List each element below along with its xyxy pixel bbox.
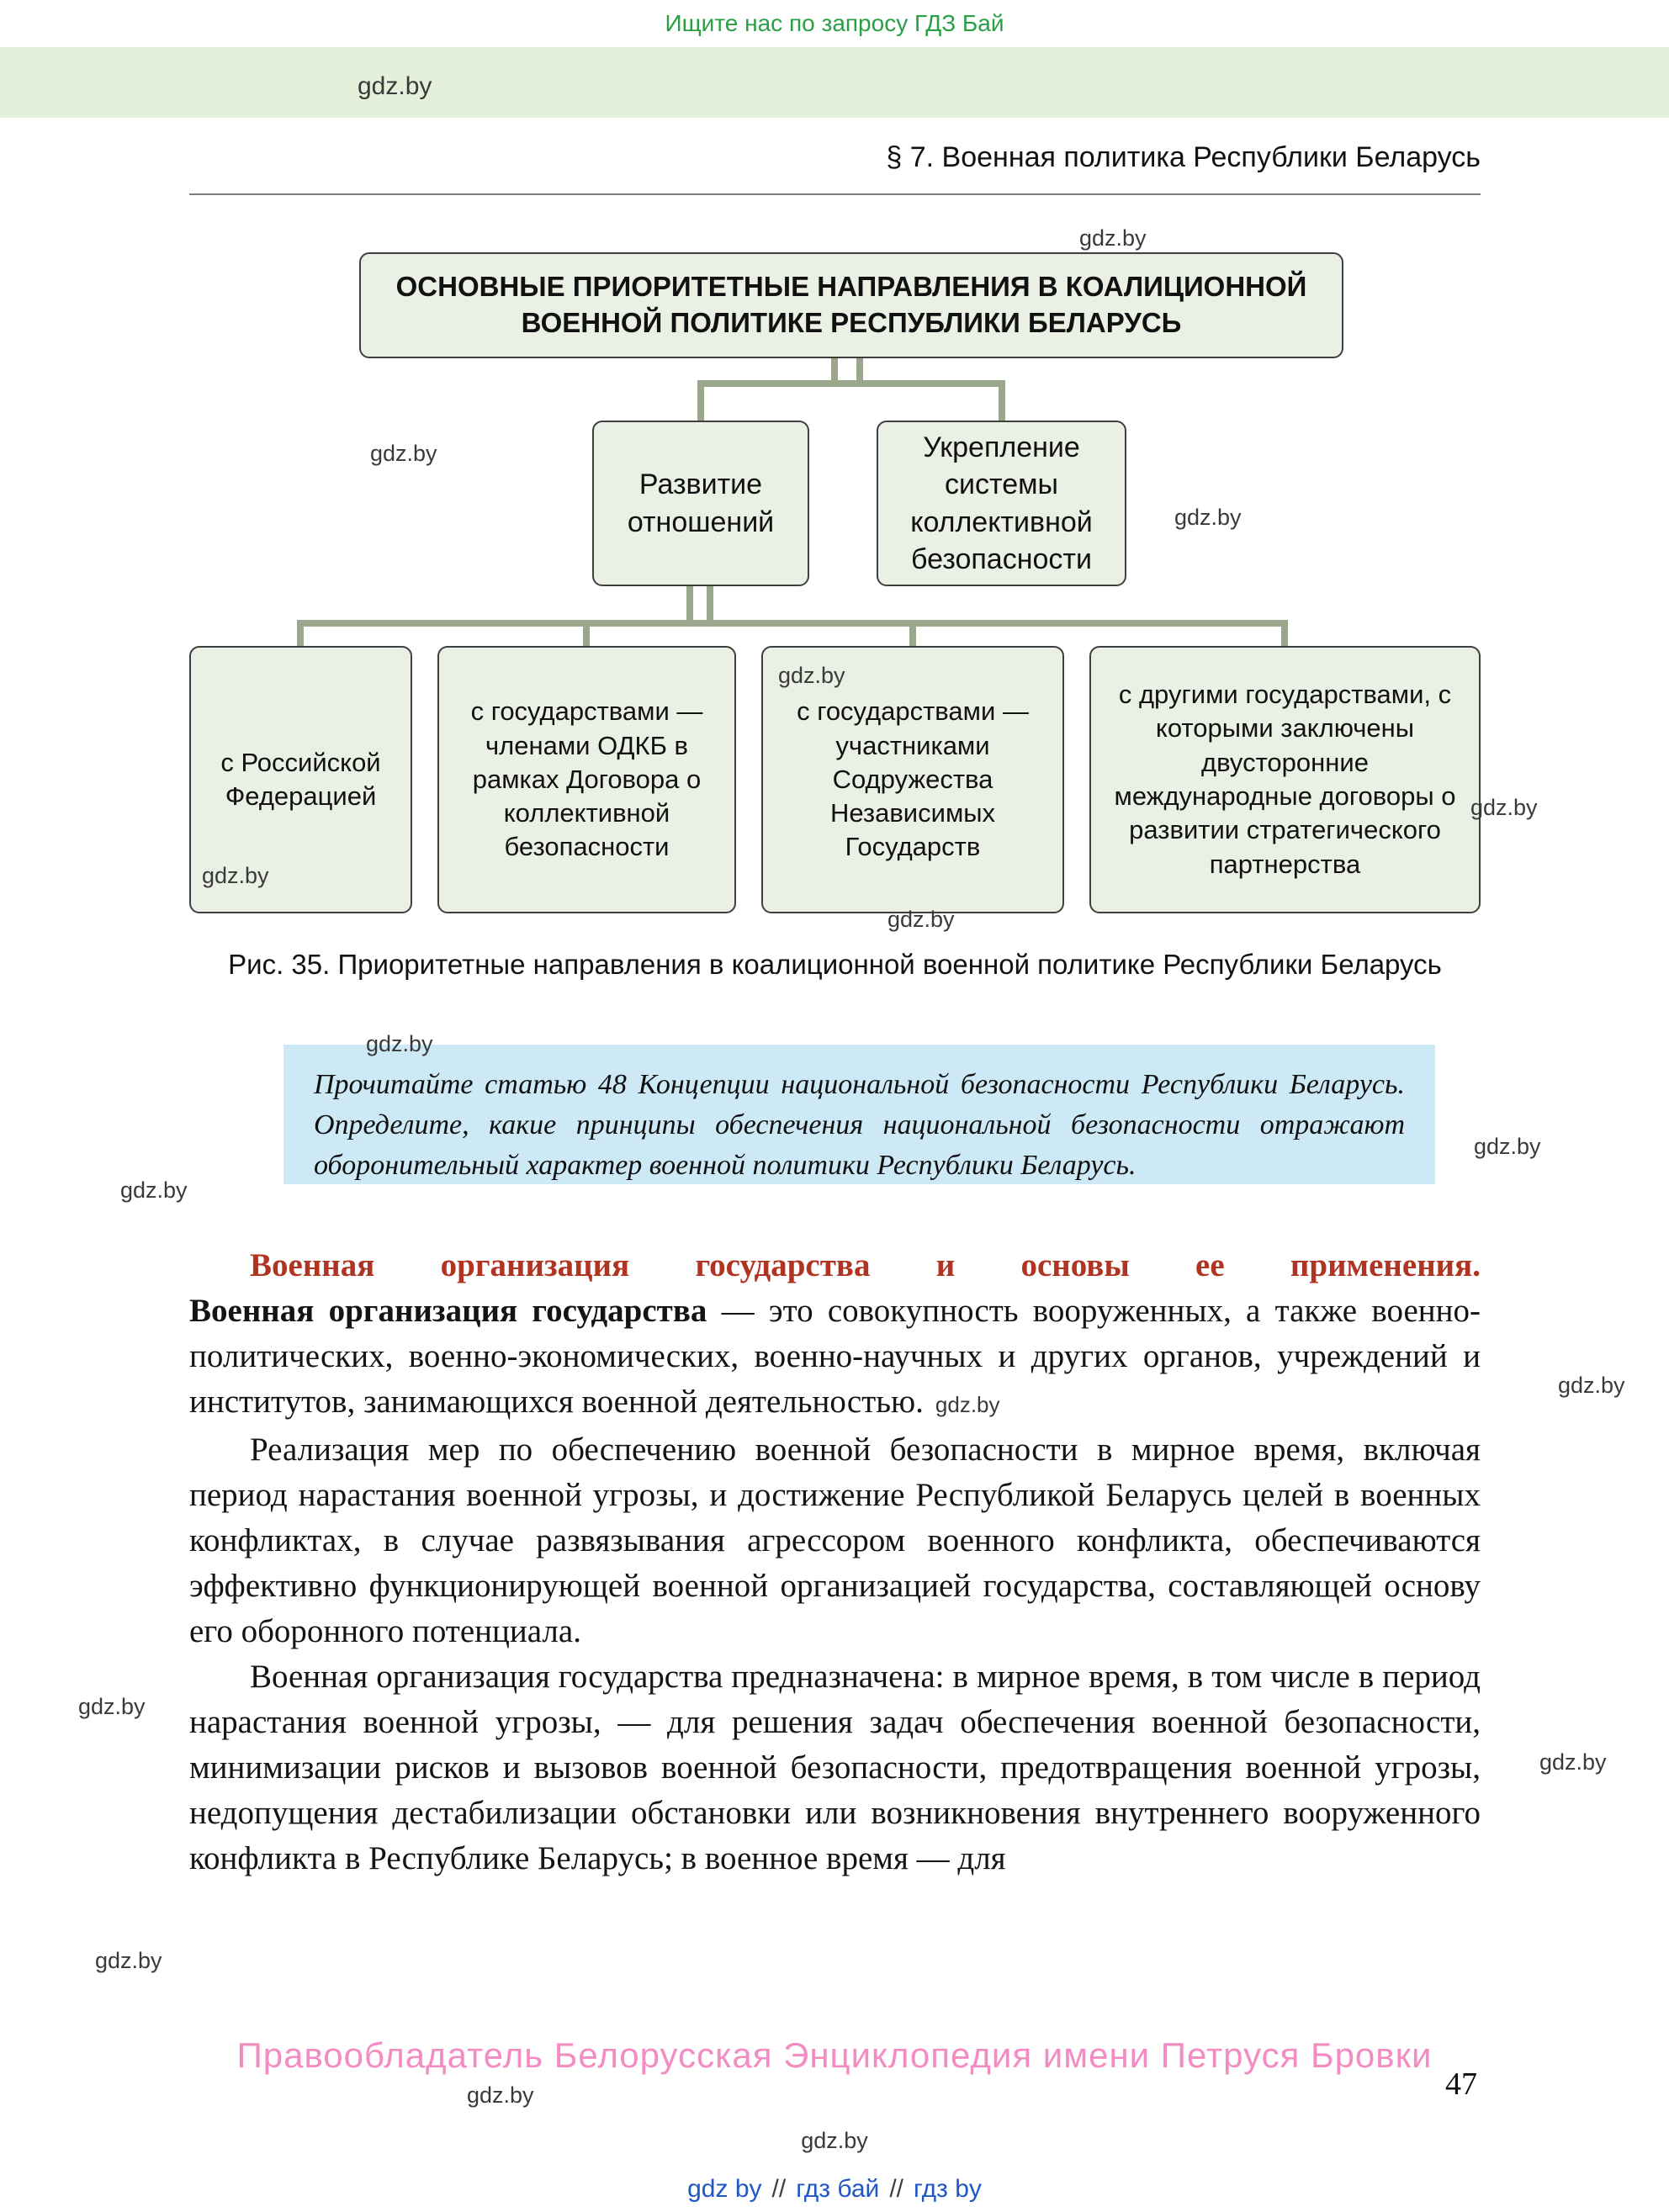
top-search-hint: Ищите нас по запросу ГДЗ Бай (665, 10, 1004, 36)
watermark-gdz: gdz.by (467, 2082, 534, 2108)
watermark-gdz: gdz.by (370, 441, 437, 466)
diagram-leaf-odkb-box: с государствами — членами ОДКБ в рамках Договора о коллективной безопасности (437, 646, 736, 913)
watermark-gdz: gdz.by (366, 1031, 433, 1056)
watermark-gdz: gdz.by (78, 1694, 146, 1719)
paragraph-2: Реализация мер по обеспечению военной безопасности в мирное время, включая период нарастания военной угрозы, и достижение Республикой Беларусь целей в военных конфликтах, в случае развязывания агрессором военного конфликта, обеспечиваются эффективно функционирующей военной организацией государства, составляющей основу его оборонного потенциала. (189, 1431, 1481, 1649)
connector-leaf1-drop (297, 622, 304, 646)
watermark-gdz: gdz.by (1558, 1373, 1625, 1398)
footer-link-gdz-by2[interactable]: гдз by (914, 2175, 982, 2203)
page-number: 47 (1445, 2066, 1477, 2102)
watermark-gdz: gdz.by (95, 1948, 162, 1973)
watermark-gdz: gdz.by (358, 72, 432, 100)
footer-separator: // (889, 2175, 903, 2203)
diagram-leaf-russia-box: с Российской Федерацией (189, 646, 412, 913)
task-text: Прочитайте статью 48 Концепции национальной безопасности Республики Беларусь. Определите, какие принципы обеспечения национальной безопасности отражают оборонительный характер военной политики Республики Беларусь. (314, 1069, 1405, 1181)
watermark-gdz: gdz.by (887, 907, 955, 932)
article-body (189, 1243, 1481, 1881)
paragraph-definition-rest: — это совокупность вооруженных, а также военно-политических, военно-экономических, военно-научных и других органов, учреждений и институтов, занимающихся военной деятельностью. (189, 1293, 1481, 1420)
term-bold: Военная организация государства (189, 1293, 707, 1329)
watermark-gdz: gdz.by (1079, 225, 1147, 251)
footer-links (0, 2175, 1669, 2204)
diagram-branch-development-box: Развитие отношений (592, 421, 809, 586)
connector-level2-horizontal (697, 380, 1005, 387)
task-box (283, 1045, 1435, 1184)
watermark-gdz: gdz.by (1539, 1749, 1607, 1775)
connector-leaf2-drop (583, 622, 590, 646)
watermark-gdz: gdz.by (202, 863, 269, 888)
chapter-title: § 7. Военная политика Республики Беларусь (886, 141, 1481, 173)
footer-link-gdz-by[interactable]: gdz by (687, 2175, 762, 2203)
diagram-leaf-cis-box: с государствами — участниками Содружества Независимых Государств (761, 646, 1064, 913)
watermark-gdz: gdz.by (120, 1177, 188, 1203)
section-heading: Военная организация государства и основы ее применения. (250, 1247, 1481, 1283)
copyright-line: Правообладатель Белорусская Энциклопедия имени Петруся Бровки (236, 2035, 1433, 2075)
watermark-gdz: gdz.by (935, 1392, 1000, 1417)
connector-branch1-drop (697, 380, 704, 421)
header-divider (189, 193, 1481, 195)
connector-level3-horizontal (297, 620, 1288, 627)
diagram-root-box: ОСНОВНЫЕ ПРИОРИТЕТНЫЕ НАПРАВЛЕНИЯ В КОАЛИЦИОННОЙ ВОЕННОЙ ПОЛИТИКЕ РЕСПУБЛИКИ БЕЛАРУСЬ (359, 252, 1343, 358)
watermark-gdz: gdz.by (778, 663, 845, 688)
header-bar (0, 47, 1669, 118)
watermark-gdz: gdz.by (1474, 1134, 1541, 1159)
connector-leaf3-drop (909, 622, 916, 646)
footer-separator: // (771, 2175, 787, 2203)
connector-branch2-drop (999, 380, 1005, 421)
paragraph-definition (189, 1289, 1481, 1427)
figure-caption: Рис. 35. Приоритетные направления в коалиционной военной политике Республики Беларусь (228, 949, 1442, 980)
watermark-gdz: gdz.by (801, 2128, 868, 2153)
connector-leaf4-drop (1281, 622, 1288, 646)
watermark-gdz: gdz.by (1174, 505, 1242, 530)
paragraph-3: Военная организация государства предназначена: в мирное время, в том числе в период нарастания военной угрозы, — для решения задач обеспечения военной безопасности, минимизации рисков и вызовов военной безопасности, предотвращения военной угрозы, недопущения дестабилизации обстановки или возникновения внутреннего вооруженного конфликта в Республике Беларусь; в военное время — для (189, 1659, 1481, 1876)
diagram-leaf-partners-box: с другими государствами, с которыми заключены двусторонние международные договоры о развитии стратегического партнерства (1089, 646, 1481, 913)
footer-link-gdz-bai[interactable]: гдз бай (796, 2175, 880, 2203)
diagram-branch-security-box: Укрепление системы коллективной безопасности (877, 421, 1126, 586)
watermark-gdz: gdz.by (1470, 795, 1538, 820)
